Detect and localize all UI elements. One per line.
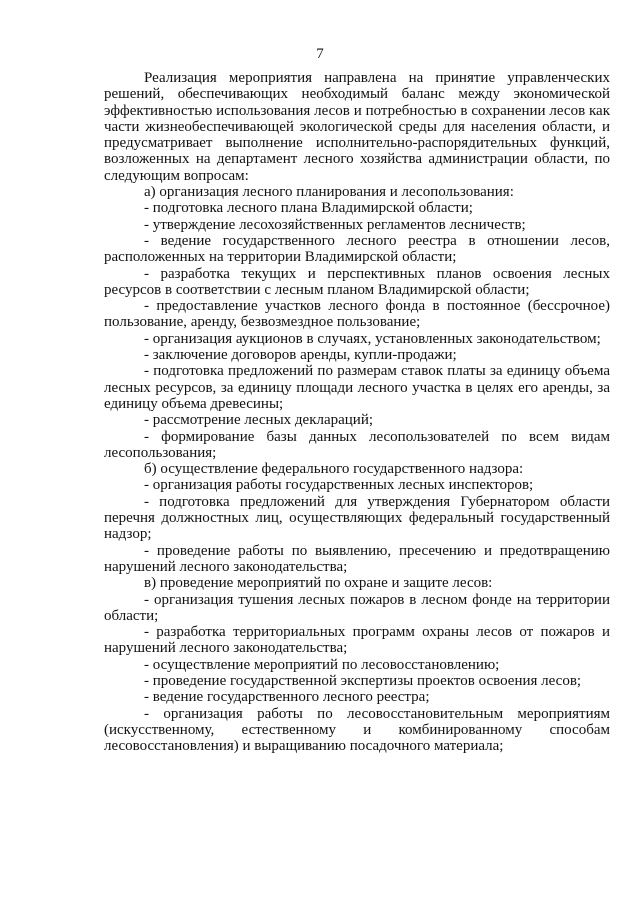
list-item: - организация тушения лесных пожаров в лесном фонде на территории области; [104, 591, 610, 624]
list-item: - проведение работы по выявлению, пресечению и предотвращению нарушений лесного законодательства; [104, 542, 610, 575]
list-item: - утверждение лесохозяйственных регламентов лесничеств; [144, 216, 526, 233]
section-heading-v: в) проведение мероприятий по охране и защите лесов: [144, 575, 493, 592]
document-body [104, 70, 610, 754]
list-item: - рассмотрение лесных деклараций; [144, 412, 374, 429]
paragraph-intro: Реализация мероприятия направлена на принятие управленческих решений, обеспечивающих необходимый баланс между экономической эффективностью использования лесов и потребностью в сохранении лесов как части жизнеобеспечивающей экологической среды для населения области, и предусматривает выполнение исполнительно-распорядительных функций, возложенных на департамент лесного хозяйства администрации области, по следующим вопросам: [104, 70, 610, 184]
list-item: - организация работы государственных лесных инспекторов; [144, 477, 534, 494]
section-heading-b: б) осуществление федерального государственного надзора: [144, 461, 524, 478]
list-item: - осуществление мероприятий по лесовосстановлению; [144, 656, 500, 673]
list-item: - разработка текущих и перспективных планов освоения лесных ресурсов в соответствии с лесным планом Владимирской области; [104, 265, 610, 298]
list-item: - подготовка предложений по размерам ставок платы за единицу объема лесных ресурсов, за единицу площади лесного участка в целях его аренды, за единицу объема древесины; [104, 363, 610, 412]
list-item: - ведение государственного лесного реестра; [144, 689, 430, 706]
list-item: - подготовка предложений для утверждения Губернатором области перечня должностных лиц, осуществляющих федеральный государственный надзор; [104, 493, 610, 543]
list-item: - разработка территориальных программ охраны лесов от пожаров и нарушений лесного законодательства; [104, 624, 610, 657]
list-item: - организация работы по лесовосстановительным мероприятиям (искусственному, естественному и комбинированному способам лесовосстановления) и выращиванию посадочного материала; [104, 705, 610, 755]
list-item: - проведение государственной экспертизы проектов освоения лесов; [144, 672, 582, 689]
list-item: - ведение государственного лесного реестра в отношении лесов, расположенных на территории Владимирской области; [104, 232, 610, 266]
list-item: - формирование базы данных лесопользователей по всем видам лесопользования; [104, 428, 610, 461]
section-heading-a: а) организация лесного планирования и лесопользования: [144, 184, 514, 201]
list-item: - заключение договоров аренды, купли-продажи; [144, 347, 457, 364]
page-number: 7 [316, 46, 324, 62]
list-item: - подготовка лесного плана Владимирской области; [144, 200, 473, 217]
list-item: - предоставление участков лесного фонда в постоянное (бессрочное) пользование, аренду, безвозмездное пользование; [104, 298, 610, 331]
list-item: - организация аукционов в случаях, установленных законодательством; [144, 330, 601, 347]
